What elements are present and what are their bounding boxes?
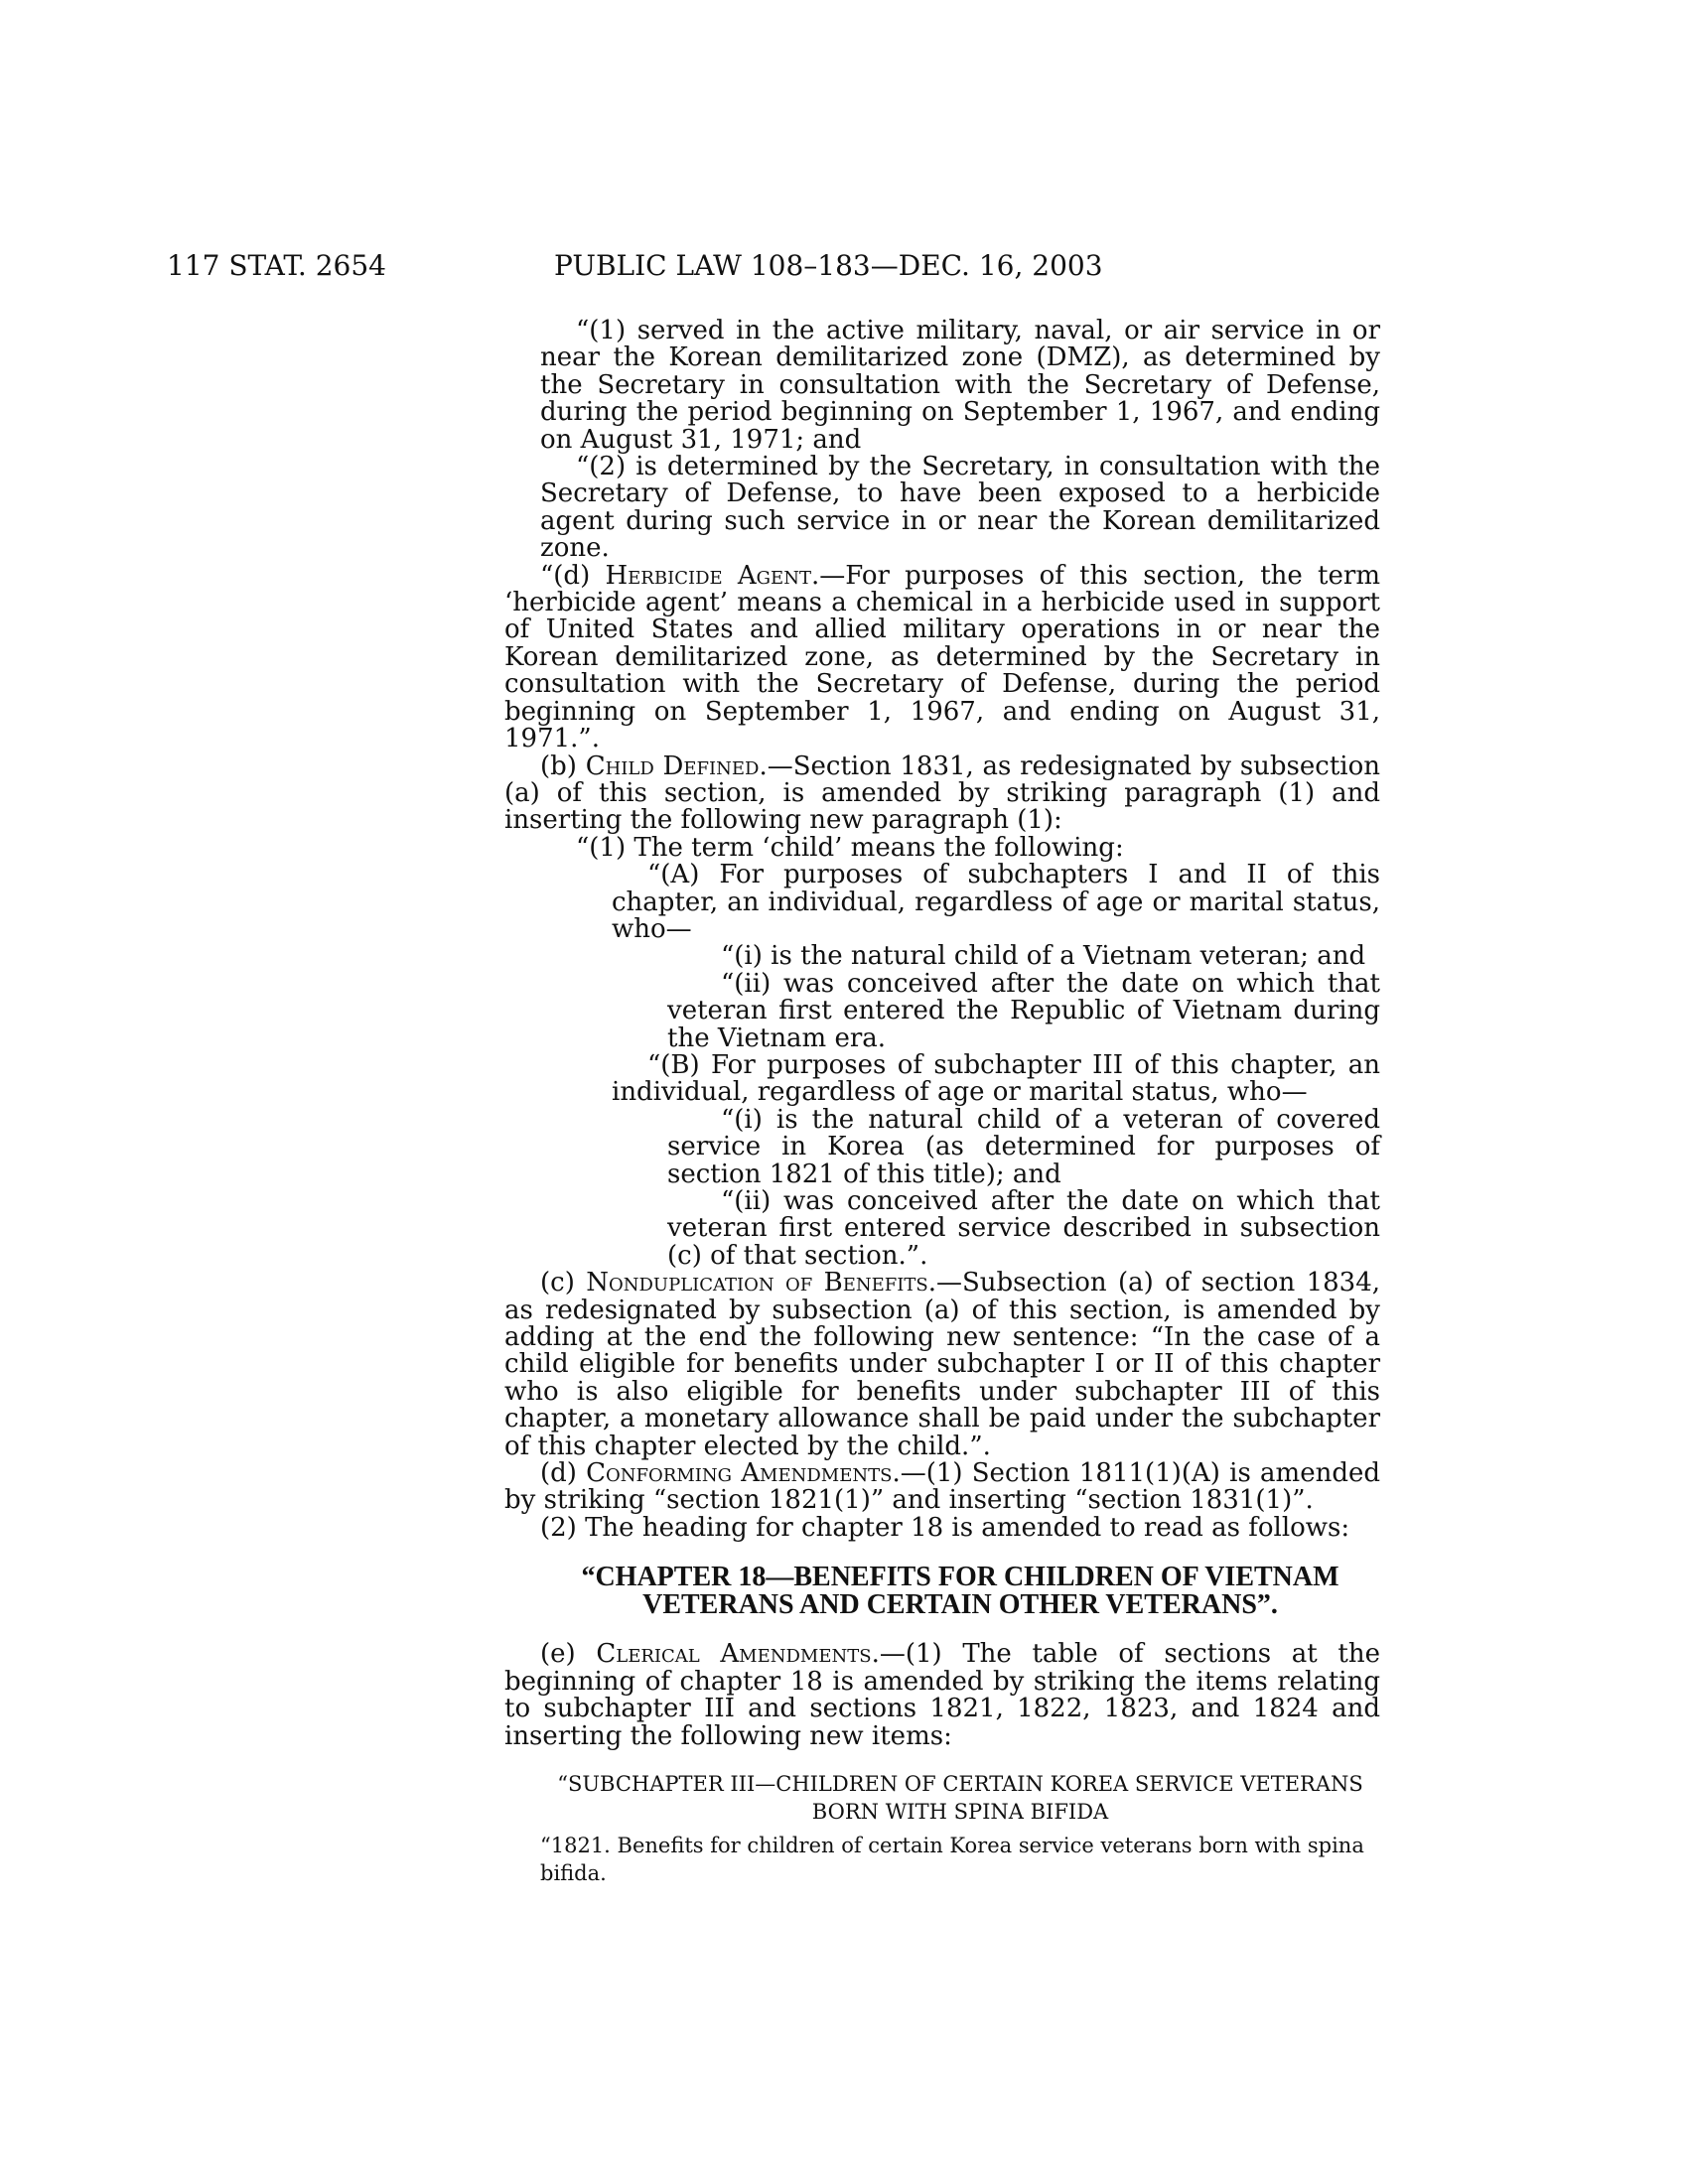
subsection-b-text: .—Section 1831, as redesignated by subsection (a) of this section, is amended by striking paragraph (1) and inserting the following new paragraph (1): xyxy=(504,751,1381,836)
chapter-heading-line-1: “CHAPTER 18—BENEFITS FOR CHILDREN OF VIETNAM xyxy=(581,1562,1339,1593)
subsection-e-clerical xyxy=(504,1641,1380,1750)
subchapter-heading-line-2: BORN WITH SPINA BIFIDA xyxy=(811,1799,1109,1824)
subsection-e-text: .—(1) The table of sections at the beginning of chapter 18 is amended by striking the items relating to subchapter III and sections 1821, 1822, 1823, and 1824 and inserting the following new items: xyxy=(504,1639,1380,1751)
law-text-body xyxy=(504,318,1380,1887)
subsection-e-heading: Clerical Amendments xyxy=(596,1639,872,1670)
paragraph-2: “(2) is determined by the Secretary, in consultation with the Secretary of Defense, to have been exposed to a herbicide agent during such service in or near the Korean demilitarized zone. xyxy=(540,452,1380,564)
subsection-d2-heading: Conforming Amendments xyxy=(586,1458,893,1489)
subsection-d-open: “(d) xyxy=(540,560,606,591)
child-subparagraph-a: “(A) For purposes of subchapters I and II of this chapter, an individual, regardless of age or marital status, who— xyxy=(612,860,1380,944)
stat-page-number: 117 STAT. 2654 xyxy=(167,249,386,282)
running-header xyxy=(0,246,1688,286)
child-paragraph-1: “(1) The term ‘child’ means the following: xyxy=(576,832,1124,863)
subsection-b-open: (b) xyxy=(540,751,586,781)
subsection-d-herbicide-agent xyxy=(504,560,1380,754)
child-clause-a-ii: “(ii) was conceived after the date on which that veteran first entered the Republic of Vietnam during the Vietnam era. xyxy=(667,968,1380,1053)
child-clause-b-i: “(i) is the natural child of a veteran of covered service in Korea (as determined for purposes of section 1821 of this title); and xyxy=(667,1104,1380,1189)
conforming-paragraph-2: (2) The heading for chapter 18 is amended to read as follows: xyxy=(540,1512,1350,1543)
chapter-heading-line-2: VETERANS AND CERTAIN OTHER VETERANS”. xyxy=(642,1589,1278,1621)
subsection-c-heading: Nonduplication of Benefits xyxy=(586,1268,928,1298)
paragraph-1: “(1) served in the active military, naval, or air service in or near the Korean demilitarized zone (DMZ), as determined by the Secretary in consultation with the Secretary of Defense, during the period beginning on September 1, 1967, and ending on August 31, 1971; and xyxy=(540,316,1380,455)
subsection-d-heading: Herbicide Agent xyxy=(605,560,811,591)
subsection-e-open: (e) xyxy=(540,1639,597,1670)
child-clause-b-ii: “(ii) was conceived after the date on which that veteran first entered service described in subsection (c) of that section.”. xyxy=(667,1186,1380,1271)
section-table-item: “1821. Benefits for children of certain Korea service veterans born with spina bifida. xyxy=(540,1833,1364,1885)
subsection-b-heading: Child Defined xyxy=(585,751,760,781)
subsection-c-nonduplication xyxy=(504,1270,1380,1460)
subchapter-heading-line-1: “SUBCHAPTER III—CHILDREN OF CERTAIN KOREA SERVICE VETERANS xyxy=(557,1771,1363,1796)
subsection-b-child-defined xyxy=(504,753,1380,835)
subsection-d2-text: .—(1) Section 1811(1)(A) is amended by striking “section 1821(1)” and inserting “section 1831(1)”. xyxy=(504,1458,1380,1516)
public-law-citation: PUBLIC LAW 108–183—DEC. 16, 2003 xyxy=(554,249,1103,282)
subsection-d2-open: (d) xyxy=(540,1458,587,1489)
subsection-c-text: .—Subsection (a) of section 1834, as redesignated by subsection (a) of this section, is amended by adding at the end the following new sentence: “In the case of a child eligible for benefits under subchapter I or II of this chapter who is also eligible for benefits under subchapter III of this chapter, a monetary allowance shall be paid under the subchapter of this chapter elected by the child.”. xyxy=(504,1268,1380,1461)
subsection-d-text: .—For purposes of this section, the term ‘herbicide agent’ means a chemical in a herbicide used in support of United States and allied military operations in or near the Korean demilitarized zone, as determined by the Secretary in consultation with the Secretary of Defense, during the period beginning on September 1, 1967, and ending on August 31, 1971.”. xyxy=(504,560,1380,754)
subsection-c-open: (c) xyxy=(540,1268,587,1298)
child-clause-a-i: “(i) is the natural child of a Vietnam veteran; and xyxy=(721,941,1366,972)
child-subparagraph-b: “(B) For purposes of subchapter III of this chapter, an individual, regardless of age or marital status, who— xyxy=(612,1049,1380,1108)
subsection-d-conforming xyxy=(504,1460,1380,1515)
